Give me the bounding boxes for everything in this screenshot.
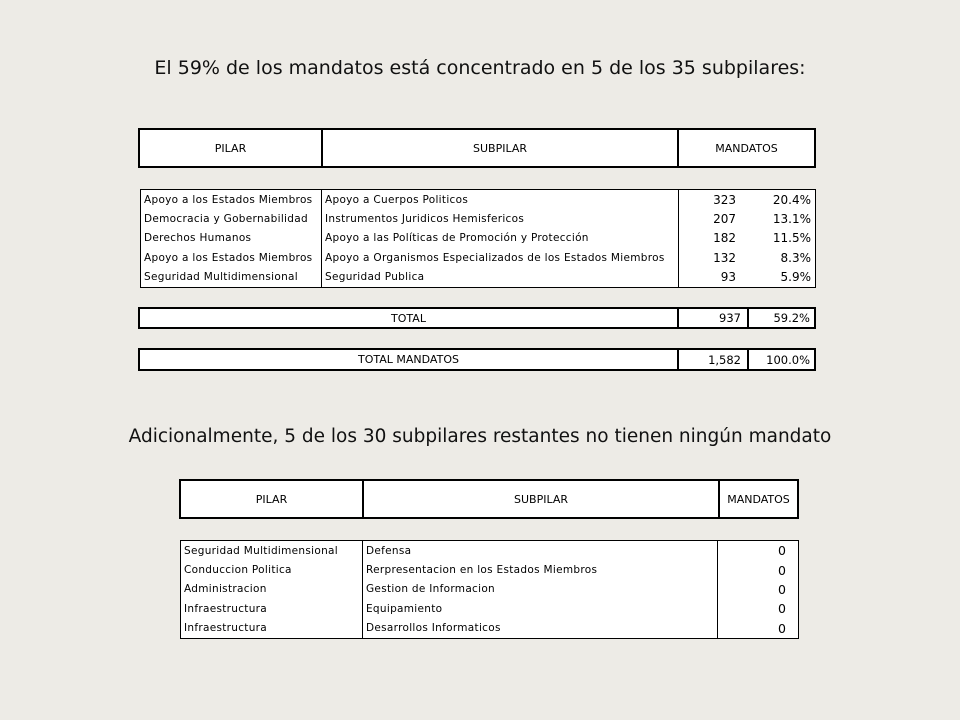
total-mandatos-label: TOTAL MANDATOS	[358, 353, 459, 366]
table2-header-mandatos: MANDATOS	[718, 481, 797, 517]
table-row	[141, 268, 815, 287]
table-row	[181, 599, 798, 618]
mandatos-cell: 0	[717, 599, 798, 618]
table2-header-pilar: PILAR	[255, 492, 288, 506]
subpilar-cell: Apoyo a Cuerpos Politicos	[321, 190, 678, 209]
subpilar-cell: Defensa	[362, 541, 717, 560]
percent-cell: 20.4%	[772, 192, 811, 207]
subpilar-cell: Seguridad Publica	[321, 268, 678, 287]
table-row	[181, 541, 798, 560]
table-row	[141, 190, 815, 209]
subpilar-cell: Apoyo a Organismos Especializados de los Estados Miembros	[321, 248, 678, 267]
table1-header-mandatos: MANDATOS	[677, 130, 814, 166]
pilar-cell: Infraestructura	[184, 622, 268, 635]
total-percent: 59.2%	[747, 309, 814, 327]
total-label: TOTAL	[391, 311, 426, 325]
pilar-cell: Conduccion Politica	[184, 564, 292, 577]
table-row	[141, 209, 815, 228]
mandatos-cell: 0	[717, 541, 798, 560]
pilar-cell: Seguridad Multidimensional	[184, 544, 338, 557]
table1-header-pilar: PILAR	[214, 141, 247, 155]
mandatos-cell: 323	[678, 190, 742, 209]
mandatos-cell: 93	[678, 268, 742, 287]
table-row	[141, 248, 815, 267]
mandatos-cell: 207	[678, 209, 742, 228]
pilar-cell: Apoyo a los Estados Miembros	[144, 251, 313, 264]
percent-cell: 11.5%	[772, 231, 811, 246]
table2-header-subpilar: SUBPILAR	[362, 481, 718, 517]
total-mandatos-percent: 100.0%	[747, 350, 814, 369]
table2-body	[180, 540, 799, 639]
table-row	[181, 580, 798, 599]
subpilar-cell: Equipamiento	[362, 599, 717, 618]
subpilar-cell: Gestion de Informacion	[362, 580, 717, 599]
pilar-cell: Democracia y Gobernabilidad	[144, 213, 308, 226]
mandatos-cell: 0	[717, 580, 798, 599]
table1-header-subpilar: SUBPILAR	[321, 130, 677, 166]
mandatos-cell: 132	[678, 248, 742, 267]
pilar-cell: Derechos Humanos	[144, 232, 252, 245]
table-row	[181, 560, 798, 579]
mandatos-cell: 0	[717, 560, 798, 579]
total-value: 937	[677, 309, 747, 327]
pilar-cell: Seguridad Multidimensional	[144, 271, 298, 284]
subpilar-cell: Desarrollos Informaticos	[362, 619, 717, 638]
table1-body	[140, 189, 816, 288]
percent-cell: 13.1%	[772, 212, 811, 227]
total-row	[138, 307, 816, 329]
pilar-cell: Apoyo a los Estados Miembros	[144, 193, 313, 206]
table1-header	[138, 128, 816, 168]
table2-header	[179, 479, 799, 519]
summary-heading: El 59% de los mandatos está concentrado en 5 de los 35 subpilares:	[154, 57, 806, 79]
total-mandatos-row	[138, 348, 816, 371]
additional-heading: Adicionalmente, 5 de los 30 subpilares restantes no tienen ningún mandato	[128, 426, 832, 447]
percent-cell: 8.3%	[780, 250, 811, 265]
pilar-cell: Administracion	[184, 583, 267, 596]
subpilar-cell: Instrumentos Juridicos Hemisfericos	[321, 209, 678, 228]
table-row	[141, 229, 815, 248]
pilar-cell: Infraestructura	[184, 602, 268, 615]
subpilar-cell: Rerpresentacion en los Estados Miembros	[362, 560, 717, 579]
mandatos-cell: 182	[678, 229, 742, 248]
mandatos-cell: 0	[717, 619, 798, 638]
table-row	[181, 619, 798, 638]
subpilar-cell: Apoyo a las Políticas de Promoción y Protección	[321, 229, 678, 248]
percent-cell: 5.9%	[780, 270, 811, 285]
total-mandatos-value: 1,582	[677, 350, 747, 369]
